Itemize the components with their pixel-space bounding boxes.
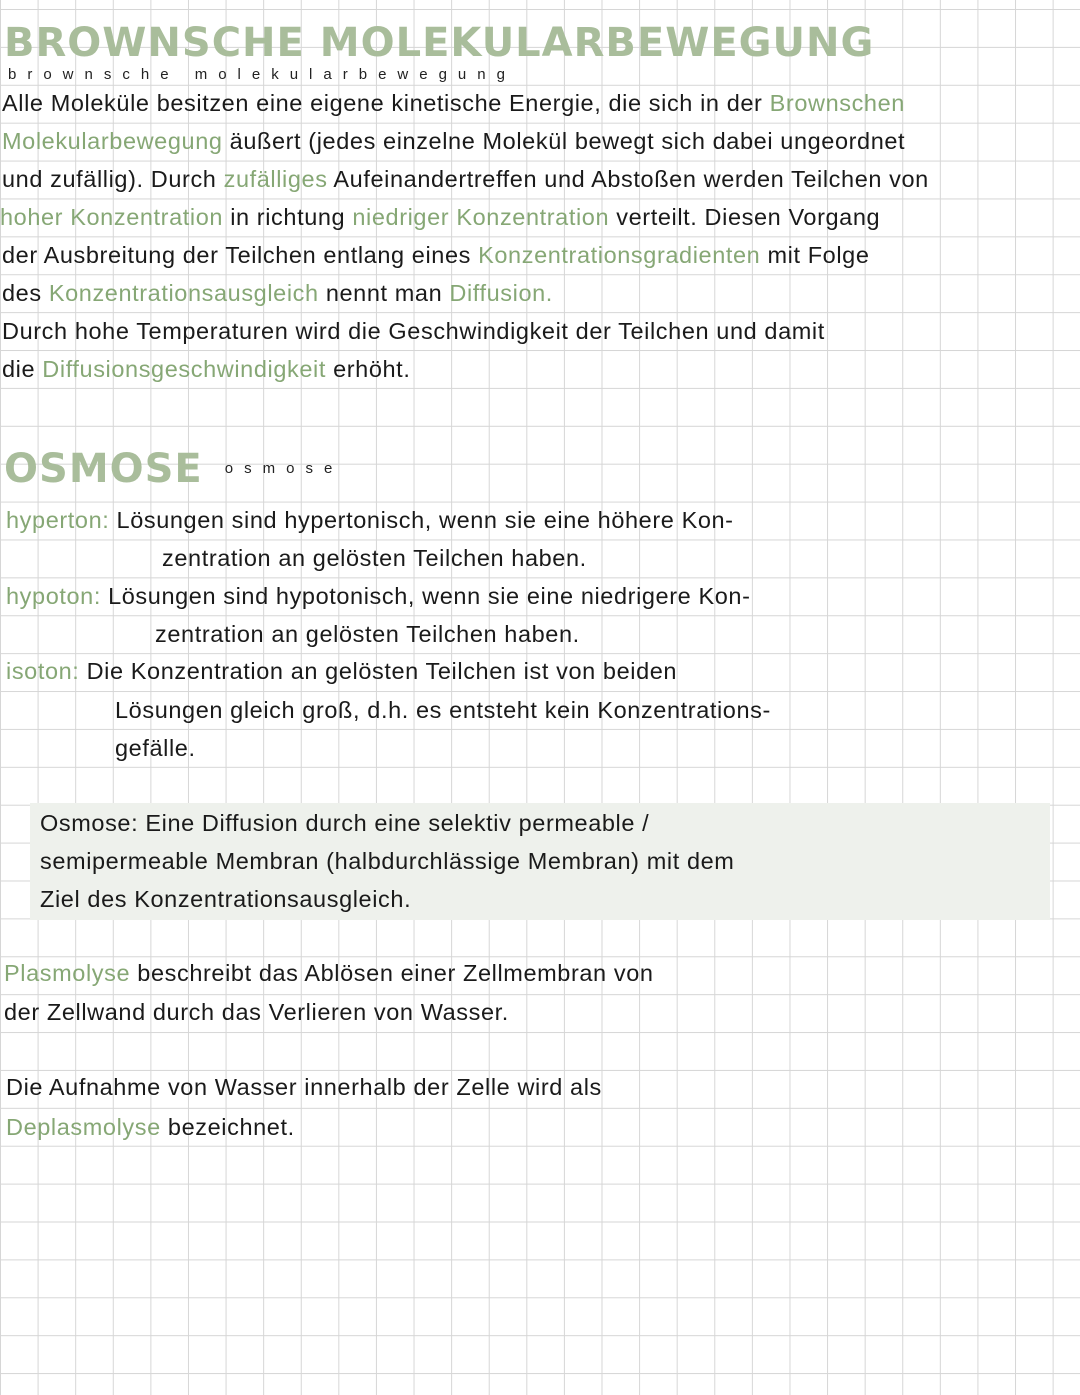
heading-text: osmose bbox=[224, 460, 344, 477]
text-segment: und zufällig). Durch bbox=[2, 166, 224, 192]
text-line bbox=[2, 354, 410, 384]
highlighted-term: hoher Konzentration bbox=[0, 204, 224, 230]
text-line bbox=[2, 164, 929, 194]
heading-background-text: BROWNSCHE MOLEKULARBEWEGUNG bbox=[4, 20, 875, 66]
text-segment: Osmose: Eine Diffusion durch eine selektiv permeable / bbox=[40, 810, 650, 836]
text-segment: die bbox=[2, 356, 43, 382]
text-segment: semipermeable Membran (halbdurchlässige Membran) mit dem bbox=[40, 848, 735, 874]
text-segment: nennt man bbox=[318, 280, 450, 306]
text-line bbox=[2, 126, 905, 156]
text-line bbox=[4, 997, 509, 1027]
text-line bbox=[6, 1112, 295, 1142]
text-line bbox=[40, 808, 649, 838]
highlighted-term: Diffusion. bbox=[449, 280, 553, 306]
heading-text: brownsche molekularbewegung bbox=[8, 66, 516, 83]
text-segment: der Ausbreitung der Teilchen entlang eines bbox=[2, 242, 479, 268]
text-segment: mit Folge bbox=[760, 242, 870, 268]
text-segment: Die Aufnahme von Wasser innerhalb der Zelle wird als bbox=[6, 1074, 602, 1100]
highlighted-term: Plasmolyse bbox=[4, 960, 131, 986]
text-segment: zentration an gelösten Teilchen haben. bbox=[155, 621, 580, 647]
highlighted-term: isoton: bbox=[6, 658, 80, 684]
text-segment: Lösungen gleich groß, d.h. es entsteht kein Konzentrations- bbox=[115, 697, 771, 723]
text-line bbox=[0, 202, 880, 232]
text-line bbox=[2, 278, 553, 308]
text-segment: äußert (jedes einzelne Molekül bewegt sich dabei ungeordnet bbox=[222, 128, 906, 154]
text-segment: Lösungen sind hypotonisch, wenn sie eine niedrigere Kon- bbox=[100, 583, 751, 609]
highlighted-term: zufälliges bbox=[223, 166, 328, 192]
text-line bbox=[6, 505, 734, 535]
text-segment: gefälle. bbox=[115, 735, 196, 761]
text-line bbox=[155, 619, 580, 649]
text-line bbox=[2, 88, 905, 118]
text-segment: beschreibt das Ablösen einer Zellmembran von bbox=[130, 960, 654, 986]
text-segment: zentration an gelösten Teilchen haben. bbox=[162, 545, 587, 571]
text-line bbox=[162, 543, 587, 573]
text-segment: in richtung bbox=[223, 204, 353, 230]
text-line bbox=[6, 656, 677, 686]
text-line bbox=[115, 695, 771, 725]
text-segment: Aufeinandertreffen und Abstoßen werden Teilchen von bbox=[327, 166, 929, 192]
text-segment: Alle Moleküle besitzen eine eigene kinetische Energie, die sich in der bbox=[2, 90, 770, 116]
highlighted-term: Konzentrationsausgleich bbox=[48, 280, 319, 306]
text-line bbox=[2, 240, 870, 270]
text-segment: des bbox=[2, 280, 49, 306]
text-segment: Lösungen sind hypertonisch, wenn sie eine höhere Kon- bbox=[109, 507, 734, 533]
text-line bbox=[2, 316, 825, 346]
text-segment: Durch hohe Temperaturen wird die Geschwindigkeit der Teilchen und damit bbox=[2, 318, 825, 344]
text-segment: Ziel des Konzentrationsausgleich. bbox=[40, 886, 412, 912]
highlighted-term: Molekularbewegung bbox=[2, 128, 223, 154]
text-segment: Die Konzentration an gelösten Teilchen ist von beiden bbox=[79, 658, 678, 684]
text-line bbox=[4, 958, 654, 988]
highlighted-term: Brownschen bbox=[769, 90, 905, 116]
highlighted-term: hyperton: bbox=[6, 507, 110, 533]
text-line bbox=[6, 1072, 602, 1102]
highlighted-term: niedriger Konzentration bbox=[352, 204, 610, 230]
highlighted-term: hypoton: bbox=[6, 583, 101, 609]
text-line bbox=[40, 846, 734, 876]
heading-background-text: OSMOSE bbox=[4, 446, 203, 492]
highlighted-term: Diffusionsgeschwindigkeit bbox=[42, 356, 326, 382]
text-segment: verteilt. Diesen Vorgang bbox=[609, 204, 881, 230]
text-line bbox=[6, 581, 751, 611]
heading-brownsche-molekularbewegung bbox=[4, 22, 874, 84]
text-segment: der Zellwand durch das Verlieren von Wasser. bbox=[4, 999, 509, 1025]
highlighted-term: Konzentrationsgradienten bbox=[478, 242, 761, 268]
text-line bbox=[40, 884, 411, 914]
text-segment: bezeichnet. bbox=[160, 1114, 295, 1140]
text-line bbox=[115, 733, 196, 763]
highlighted-term: Deplasmolyse bbox=[6, 1114, 161, 1140]
text-segment: erhöht. bbox=[325, 356, 411, 382]
heading-osmose bbox=[4, 448, 343, 490]
